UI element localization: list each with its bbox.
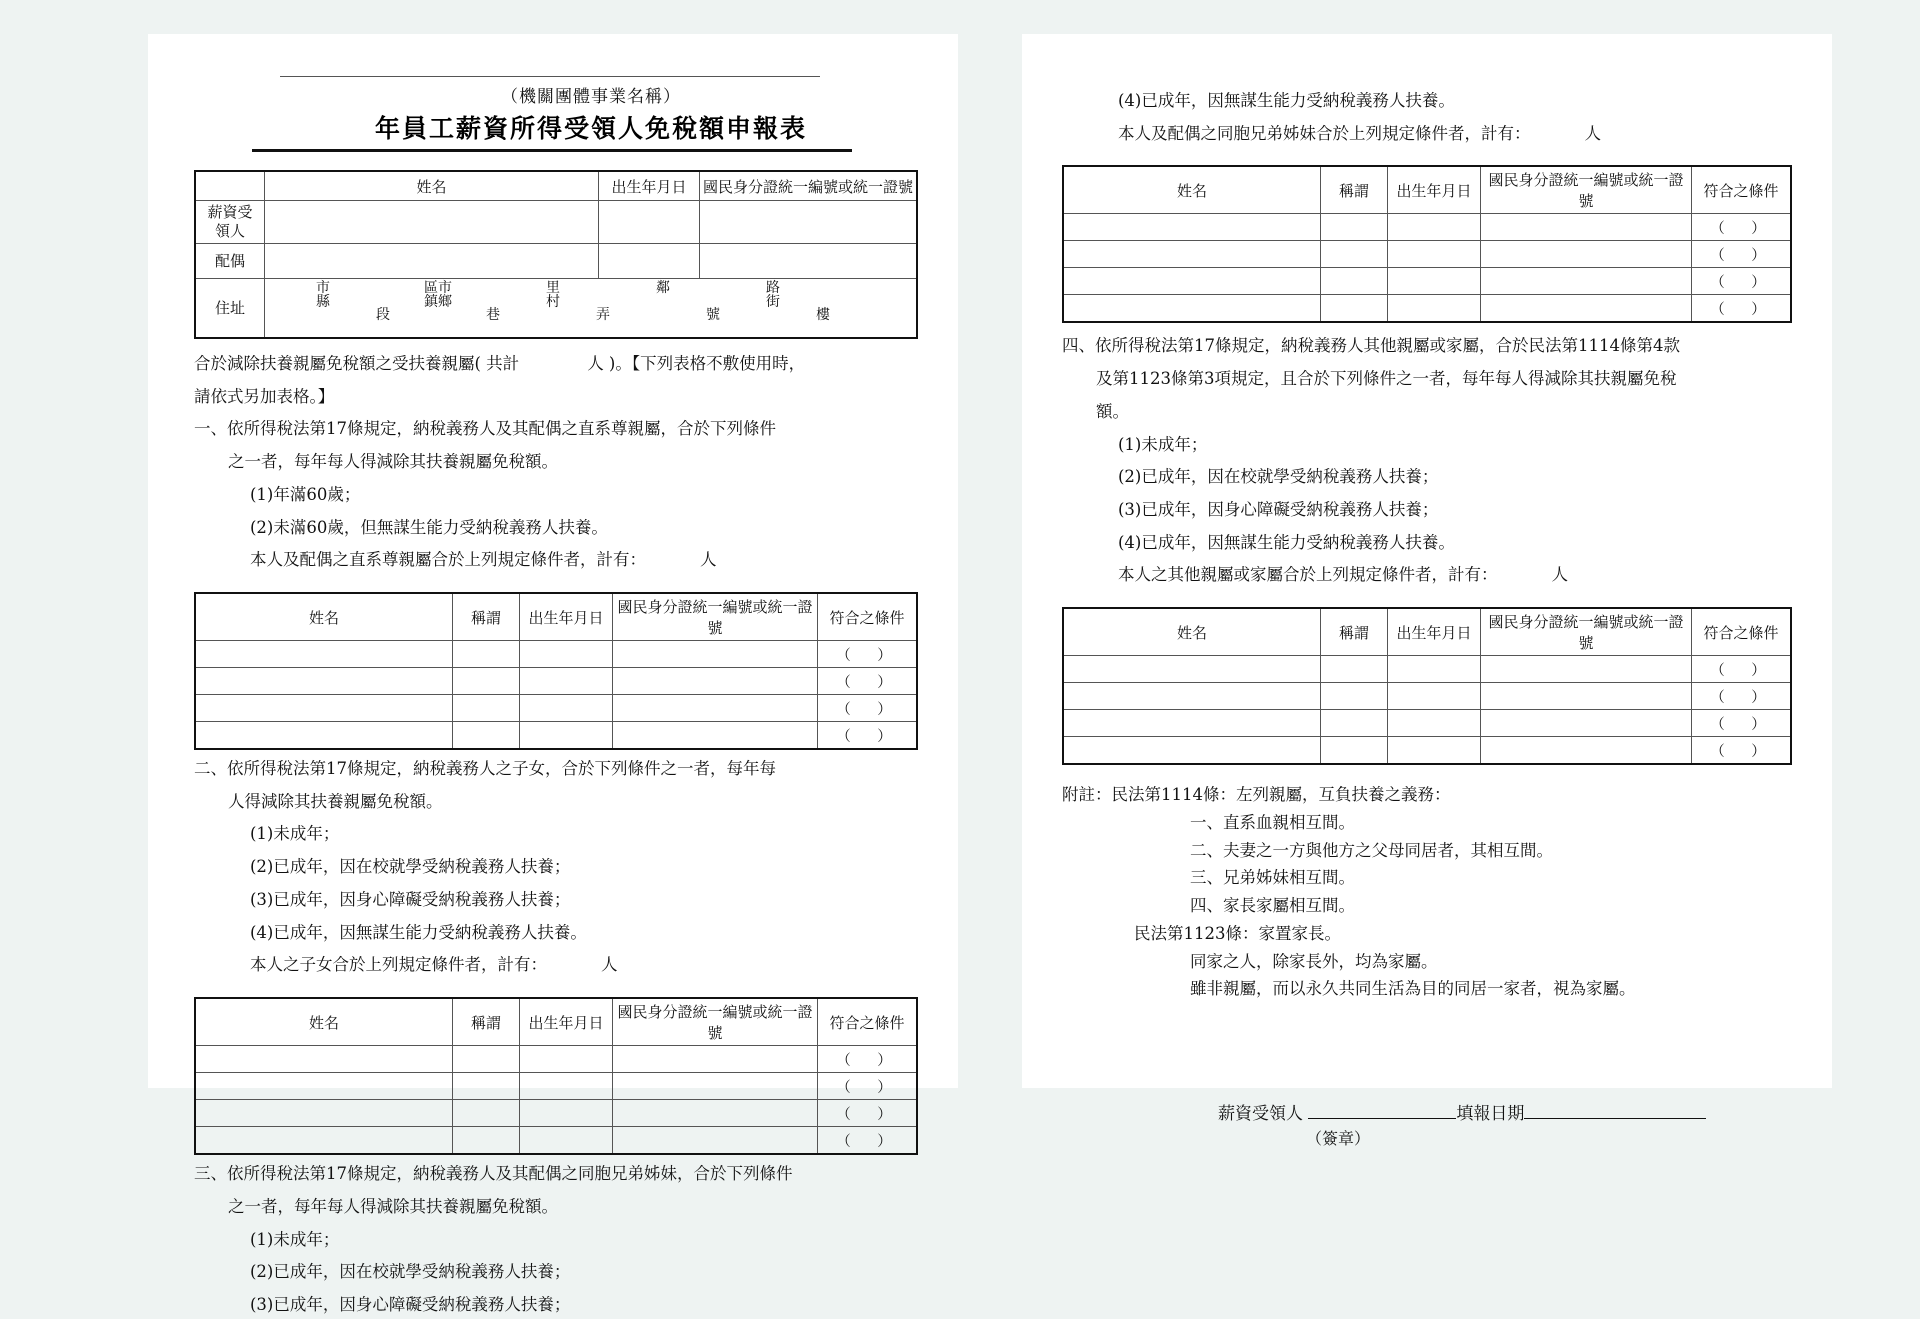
identity-table-header-row [195, 171, 917, 201]
table-row [1063, 737, 1791, 765]
dep3-r4-dob[interactable] [1388, 295, 1481, 323]
dep4-r1-name[interactable] [1063, 656, 1321, 683]
section-3-count-line [1062, 121, 1792, 148]
dep1-r4-condition[interactable]: （ ） [818, 722, 918, 750]
footnote-law-1-item-3: 三、兄弟姊妹相互間。 [1190, 868, 1355, 888]
dep2-r4-condition[interactable]: （ ） [818, 1127, 918, 1155]
dep2-r4-id[interactable] [613, 1127, 818, 1155]
footnote-law-2-item-1: 同家之人，除家長外，均為家屬。 [1190, 951, 1438, 971]
section-3-condition-1: (1)未成年； [250, 1229, 340, 1249]
dep2-r4-name[interactable] [195, 1127, 453, 1155]
dep4-r1-id[interactable] [1481, 656, 1692, 683]
section-4-intro [1062, 333, 1792, 360]
section-2-condition-2: (2)已成年，因在校就學受納稅義務人扶養； [250, 857, 571, 877]
table-row [195, 1100, 917, 1127]
dep4-r2-condition[interactable]: （ ） [1692, 683, 1792, 710]
dep1-r1-id[interactable] [613, 641, 818, 668]
dep2-r4-dob[interactable] [520, 1127, 613, 1155]
dep1-r2-condition[interactable]: （ ） [818, 668, 918, 695]
address-line-2 [268, 308, 913, 335]
address-unit-lane: 巷 [486, 307, 500, 323]
dep3-r1-relation[interactable] [1321, 214, 1388, 241]
identity-label-recipient: 薪資受 領人 [195, 201, 265, 244]
org-name-placeholder: （機關團體事業名稱） [501, 87, 681, 107]
section-1-count-label: 本人及配偶之直系尊親屬合於上列規定條件者，計有： [250, 550, 646, 570]
address-unit-floor: 樓 [816, 307, 830, 323]
dep1-r4-id[interactable] [613, 722, 818, 750]
footnote-law-2-heading [1062, 920, 1792, 948]
section-1-condition-2: (2)未滿60歲，但無謀生能力受納稅義務人扶養。 [250, 517, 608, 537]
address-unit-number: 號 [706, 307, 720, 323]
section-3-intro2: 之一者，每年每人得減除其扶養親屬免稅額。 [228, 1196, 558, 1216]
section-2-intro [194, 756, 918, 783]
dep1-r3-id[interactable] [613, 695, 818, 722]
dep1-r3-dob[interactable] [520, 695, 613, 722]
dep2-r2-condition[interactable]: （ ） [818, 1073, 918, 1100]
address-unit-village: 里 村 [546, 280, 560, 311]
dep4-r4-relation[interactable] [1321, 737, 1388, 765]
identity-field-recipient-dob[interactable] [599, 201, 700, 244]
dependent-table-1 [194, 592, 918, 750]
dep4-r3-id[interactable] [1481, 710, 1692, 737]
dep2-r2-dob[interactable] [520, 1073, 613, 1100]
section-4-marker: 四、 [1062, 336, 1095, 356]
address-unit-alley: 弄 [596, 307, 610, 323]
signature-date-label: 填報日期 [1456, 1103, 1525, 1124]
identity-field-spouse-dob[interactable] [599, 244, 700, 279]
dep3-r3-dob[interactable] [1388, 268, 1481, 295]
identity-field-recipient-name[interactable] [265, 201, 599, 244]
footnote-law-1-key: 民法第1114條： [1111, 785, 1236, 805]
table-row [195, 641, 917, 668]
header-rule-top [280, 76, 820, 77]
table-row [1063, 241, 1791, 268]
dep1-r1-dob[interactable] [520, 641, 613, 668]
section-4-condition-2: (2)已成年，因在校就學受納稅義務人扶養； [1118, 467, 1439, 487]
identity-row-address [195, 279, 917, 339]
footnote-law-1-heading [1062, 781, 1792, 809]
section-3-count-unit: 人 [1584, 123, 1601, 143]
section-1-intro [194, 416, 918, 443]
right-page-top-spacer [1062, 66, 1792, 88]
dep4-r4-condition[interactable]: （ ） [1692, 737, 1792, 765]
dependent-table-4 [1062, 607, 1792, 765]
dep4-r2-id[interactable] [1481, 683, 1692, 710]
table-row [1063, 656, 1791, 683]
dep1-col-id: 國民身分證統一編號或統一證號 [613, 593, 818, 641]
dep3-r3-condition[interactable]: （ ） [1692, 268, 1792, 295]
dependent-table-1-header-row [195, 593, 917, 641]
section-1-condition-1: (1)年滿60歲； [250, 484, 361, 504]
address-unit-neighborhood: 鄰 [656, 280, 670, 296]
footnote-block [1062, 781, 1792, 1003]
identity-row-recipient [195, 201, 917, 244]
dep2-col-condition: 符合之條件 [818, 998, 918, 1046]
dep1-r2-name[interactable] [195, 668, 453, 695]
dep2-r2-id[interactable] [613, 1073, 818, 1100]
dep2-r4-relation[interactable] [453, 1127, 520, 1155]
table-row [195, 1073, 917, 1100]
dep4-r3-dob[interactable] [1388, 710, 1481, 737]
identity-col-dob: 出生年月日 [599, 171, 700, 201]
identity-col-id: 國民身分證統一編號或統一證號 [700, 171, 918, 201]
section-3-condition-4: (4)已成年，因無謀生能力受納稅義務人扶養。 [1118, 91, 1455, 110]
dep3-r3-relation[interactable] [1321, 268, 1388, 295]
dep3-r2-dob[interactable] [1388, 241, 1481, 268]
identity-col-blank [195, 171, 265, 201]
dep4-r4-name[interactable] [1063, 737, 1321, 765]
section-4-condition-4: (4)已成年，因無謀生能力受納稅義務人扶養。 [1118, 532, 1455, 552]
header-rule-bottom [252, 149, 852, 152]
address-unit-section: 段 [376, 307, 390, 323]
footnote-law-2-item-2: 雖非親屬，而以永久共同生活為目的同居一家者，視為家屬。 [1190, 979, 1636, 999]
dep1-col-name: 姓名 [195, 593, 453, 641]
dep2-col-name: 姓名 [195, 998, 453, 1046]
section-1-count-line [194, 547, 918, 574]
section-4-count-line [1062, 562, 1792, 589]
dep1-r3-condition[interactable]: （ ） [818, 695, 918, 722]
section-1-intro2: 之一者，每年每人得減除其扶養親屬免稅額。 [228, 452, 558, 472]
dep1-r4-dob[interactable] [520, 722, 613, 750]
dependent-table-4-header-row [1063, 608, 1791, 656]
dep2-r1-dob[interactable] [520, 1046, 613, 1073]
signature-seal-note: （簽章） [1306, 1128, 1371, 1148]
dep1-r3-name[interactable] [195, 695, 453, 722]
dep4-r4-dob[interactable] [1388, 737, 1481, 765]
table-row [1063, 268, 1791, 295]
footnote-law-2-key: 民法第1123條： [1134, 923, 1259, 943]
dep2-col-relation: 稱謂 [453, 998, 520, 1046]
dep2-r3-name[interactable] [195, 1100, 453, 1127]
section-4-count-unit: 人 [1551, 565, 1568, 585]
dep1-col-dob: 出生年月日 [520, 593, 613, 641]
footnote-spacer [1062, 765, 1792, 781]
table-row [1063, 214, 1791, 241]
dep3-r1-dob[interactable] [1388, 214, 1481, 241]
identity-field-address[interactable] [265, 279, 918, 339]
dependent-table-2-header-row [195, 998, 917, 1046]
dep2-r1-id[interactable] [613, 1046, 818, 1073]
form-title: 年員工薪資所得受領人免稅額申報表 [374, 114, 807, 143]
dep1-r1-condition[interactable]: （ ） [818, 641, 918, 668]
dep1-col-condition: 符合之條件 [818, 593, 918, 641]
summary-text-a: 合於減除扶養親屬免稅額之受扶養親屬( 共計 [194, 354, 520, 373]
dep3-col-id: 國民身分證統一編號或統一證號 [1481, 166, 1692, 214]
summary-line-2: 請依式另加表格。】 [194, 386, 335, 406]
dep1-r4-relation[interactable] [453, 722, 520, 750]
dep4-r3-condition[interactable]: （ ） [1692, 710, 1792, 737]
section-3-intro-text: 依所得稅法第17條規定，納稅義務人及其配偶之同胞兄弟姊妹，合於下列條件 [227, 1164, 793, 1184]
table-row [195, 668, 917, 695]
dependent-table-3 [1062, 165, 1792, 323]
dep2-r1-name[interactable] [195, 1046, 453, 1073]
summary-text-b: 人 )。【下列表格不敷使用時， [587, 354, 806, 373]
section-3-condition-3: (3)已成年，因身心障礙受納稅義務人扶養； [250, 1294, 571, 1314]
identity-field-spouse-name[interactable] [265, 244, 599, 279]
section-2-condition-4: (4)已成年，因無謀生能力受納稅義務人扶養。 [250, 922, 587, 942]
dep4-col-id: 國民身分證統一編號或統一證號 [1481, 608, 1692, 656]
section-4-condition-3: (3)已成年，因身心障礙受納稅義務人扶養； [1118, 500, 1439, 520]
dep2-r3-dob[interactable] [520, 1100, 613, 1127]
dep2-r2-name[interactable] [195, 1073, 453, 1100]
section-2-intro2: 人得減除其扶養親屬免稅額。 [228, 791, 443, 811]
dependent-table-3-header-row [1063, 166, 1791, 214]
table-row [195, 1127, 917, 1155]
dep3-r4-relation[interactable] [1321, 295, 1388, 323]
dep2-col-id: 國民身分證統一編號或統一證號 [613, 998, 818, 1046]
dep3-r2-relation[interactable] [1321, 241, 1388, 268]
dep2-r1-condition[interactable]: （ ） [818, 1046, 918, 1073]
dep3-r2-condition[interactable]: （ ） [1692, 241, 1792, 268]
dep4-r3-relation[interactable] [1321, 710, 1388, 737]
dep2-r1-relation[interactable] [453, 1046, 520, 1073]
dep1-r2-id[interactable] [613, 668, 818, 695]
dep2-r2-relation[interactable] [453, 1073, 520, 1100]
dep4-r1-relation[interactable] [1321, 656, 1388, 683]
dep3-r1-id[interactable] [1481, 214, 1692, 241]
identity-field-recipient-id[interactable] [700, 201, 918, 244]
dep3-r1-name[interactable] [1063, 214, 1321, 241]
section-4-intro2: 及第1123條第3項規定，且合於下列條件之一者，每年每人得減除其扶親屬免稅 [1096, 369, 1677, 389]
signature-recipient-line[interactable] [1308, 1101, 1456, 1119]
dep4-col-name: 姓名 [1063, 608, 1321, 656]
dep4-col-dob: 出生年月日 [1388, 608, 1481, 656]
dep3-r4-id[interactable] [1481, 295, 1692, 323]
dep3-r2-name[interactable] [1063, 241, 1321, 268]
signature-block [1062, 1099, 1792, 1124]
table-row [195, 722, 917, 750]
dep3-r3-name[interactable] [1063, 268, 1321, 295]
identity-table [194, 170, 918, 339]
dep1-r2-dob[interactable] [520, 668, 613, 695]
dep1-r2-relation[interactable] [453, 668, 520, 695]
section-4-intro3: 額。 [1096, 401, 1129, 421]
section-3-count-label: 本人及配偶之同胞兄弟姊妹合於上列規定條件者，計有： [1118, 123, 1531, 143]
table-row [1063, 710, 1791, 737]
dep3-col-condition: 符合之條件 [1692, 166, 1792, 214]
dep3-r4-name[interactable] [1063, 295, 1321, 323]
dep2-r3-condition[interactable]: （ ） [818, 1100, 918, 1127]
section-1-intro-text: 依所得稅法第17條規定，納稅義務人及其配偶之直系尊親屬，合於下列條件 [227, 419, 776, 439]
identity-field-spouse-id[interactable] [700, 244, 918, 279]
section-1-count-unit: 人 [700, 550, 717, 570]
dep4-r2-name[interactable] [1063, 683, 1321, 710]
section-3-condition-2: (2)已成年，因在校就學受納稅義務人扶養； [250, 1262, 571, 1282]
footnote-prefix: 附註： [1062, 785, 1112, 805]
address-line-1 [268, 280, 913, 311]
section-3-marker: 三、 [194, 1164, 227, 1184]
dep4-col-condition: 符合之條件 [1692, 608, 1792, 656]
address-unit-city: 市 縣 [316, 280, 330, 311]
identity-row-spouse [195, 244, 917, 279]
footnote-law-1-item-1: 一、直系血親相互間。 [1190, 812, 1355, 832]
section-2-marker: 二、 [194, 759, 227, 779]
identity-label-address: 住址 [195, 279, 265, 339]
dependent-table-2 [194, 997, 918, 1155]
dep3-r3-id[interactable] [1481, 268, 1692, 295]
dep4-r4-id[interactable] [1481, 737, 1692, 765]
dep1-r1-relation[interactable] [453, 641, 520, 668]
section-4-condition-1: (1)未成年； [1118, 434, 1208, 454]
section-2-count-label: 本人之子女合於上列規定條件者，計有： [250, 955, 547, 975]
section-4-intro-text: 依所得稅法第17條規定，納稅義務人其他親屬或家屬，合於民法第1114條第4款 [1095, 336, 1680, 356]
address-unit-road: 路 街 [766, 280, 780, 311]
table-row [195, 1046, 917, 1073]
footnote-law-2-title: 家置家長。 [1258, 923, 1341, 943]
section-2-condition-3: (3)已成年，因身心障礙受納稅義務人扶養； [250, 889, 571, 909]
identity-col-name: 姓名 [265, 171, 599, 201]
signature-recipient-label: 薪資受領人 [1218, 1103, 1303, 1124]
dep4-r3-name[interactable] [1063, 710, 1321, 737]
dep1-r3-relation[interactable] [453, 695, 520, 722]
dep1-r1-name[interactable] [195, 641, 453, 668]
dep3-col-name: 姓名 [1063, 166, 1321, 214]
identity-label-spouse: 配偶 [195, 244, 265, 279]
section-1-marker: 一、 [194, 419, 227, 439]
section-2-condition-1: (1)未成年； [250, 824, 340, 844]
dep3-r4-condition[interactable]: （ ） [1692, 295, 1792, 323]
dep3-col-relation: 稱謂 [1321, 166, 1388, 214]
dep4-r1-dob[interactable] [1388, 656, 1481, 683]
section-3-intro [194, 1161, 918, 1188]
dep4-r2-relation[interactable] [1321, 683, 1388, 710]
dep2-r3-relation[interactable] [453, 1100, 520, 1127]
section-4-count-label: 本人之其他親屬或家屬合於上列規定條件者，計有： [1118, 565, 1498, 585]
table-row [1063, 683, 1791, 710]
footnote-law-1-item-4: 四、家長家屬相互間。 [1190, 896, 1355, 916]
section-2-count-line [194, 952, 918, 979]
page-right [1022, 34, 1832, 1148]
dep1-r4-name[interactable] [195, 722, 453, 750]
dep1-col-relation: 稱謂 [453, 593, 520, 641]
dep2-col-dob: 出生年月日 [520, 998, 613, 1046]
section-2-intro-text: 依所得稅法第17條規定，納稅義務人之子女，合於下列條件之一者，每年每 [227, 759, 776, 779]
dep4-r1-condition[interactable]: （ ） [1692, 656, 1792, 683]
dep3-r2-id[interactable] [1481, 241, 1692, 268]
table-row [195, 695, 917, 722]
footnote-law-1-title: 左列親屬，互負扶養之義務： [1236, 785, 1451, 805]
page-left [148, 34, 958, 1314]
dep2-r3-id[interactable] [613, 1100, 818, 1127]
dep4-r2-dob[interactable] [1388, 683, 1481, 710]
footnote-law-1-item-2: 二、夫妻之一方與他方之父母同居者，其相互間。 [1190, 840, 1553, 860]
address-unit-district: 區市 鎮鄉 [424, 280, 452, 311]
dep3-col-dob: 出生年月日 [1388, 166, 1481, 214]
dep3-r1-condition[interactable]: （ ） [1692, 214, 1792, 241]
signature-date-line[interactable] [1524, 1101, 1706, 1119]
dep4-col-relation: 稱謂 [1321, 608, 1388, 656]
section-2-count-unit: 人 [601, 955, 618, 975]
table-row [1063, 295, 1791, 323]
summary-line-1 [194, 351, 918, 378]
